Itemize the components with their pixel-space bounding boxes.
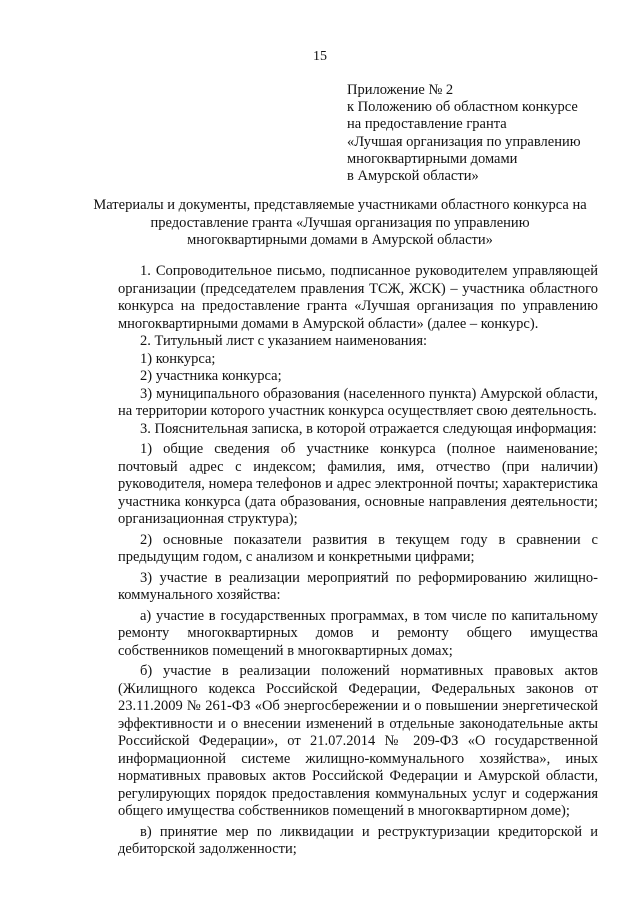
appendix-line: «Лучшая организация по управлению (347, 133, 581, 150)
paragraph: 1) конкурса; (140, 350, 216, 367)
appendix-line: к Положению об областном конкурсе (347, 99, 578, 116)
title-line: многоквартирными домами в Амурской области» (187, 232, 493, 249)
document-title (90, 197, 590, 250)
paragraph: 1) общие сведения об участнике конкурса (полное наименование; почтовый адрес с индексом; фамилия, имя, отчество (при наличии) руководителя, номера телефонов и адрес электронной почты; характеристика участника конкурса (дата образования, основные направления деятельности; организационная структура); (118, 441, 598, 527)
appendix-header (347, 82, 607, 185)
appendix-line: в Амурской области» (347, 168, 479, 185)
paragraph: 2. Титульный лист с указанием наименования: (140, 333, 428, 349)
appendix-line: многоквартирными домами (347, 150, 518, 167)
title-line: Материалы и документы, представляемые участниками областного конкурса на (93, 197, 587, 213)
paragraph: 3) участие в реализации мероприятий по реформированию жилищно-коммунального хозяйства: (118, 569, 598, 603)
paragraph: б) участие в реализации положений нормативных правовых актов (Жилищного кодекса Российской Федерации, Федеральных законов от 23.11.2009 № 261-ФЗ «Об энергосбережении и о повышении энергетической эффективности и о внесении изменений в отдельные законодательные акты Российской Федерации», от 21.07.2014 № 209-ФЗ «О государственной информационной системе жилищно-коммунального хозяйства», иных нормативных правовых актов Российской Федерации и Амурской области, регулирующих порядок предоставления коммунальных услуг и содержания общего имущества собственников помещений в многоквартирном доме); (118, 663, 598, 819)
appendix-line: на предоставление гранта (347, 116, 507, 133)
paragraph: в) принятие мер по ликвидации и реструктуризации кредиторской и дебиторской задолженности; (118, 823, 598, 857)
paragraph: а) участие в государственных программах, в том числе по капитальному ремонту многоквартирных домов и ремонту общего имущества собственников помещений в многоквартирных домах; (118, 607, 598, 659)
paragraph: 2) участника конкурса; (140, 368, 282, 384)
paragraph: 3. Пояснительная записка, в которой отражается следующая информация: (140, 420, 597, 437)
paragraph: 1. Сопроводительное письмо, подписанное руководителем управляющей организации (председателем правления ТСЖ, ЖСК) – участника областного конкурса на предоставление гранта «Лучшая организация по управлению многоквартирными домами в Амурской области» (далее – конкурс). (118, 263, 598, 332)
appendix-line: Приложение № 2 (347, 82, 454, 98)
document-body (118, 263, 598, 859)
page-number: 15 (313, 49, 327, 64)
title-line: предоставление гранта «Лучшая организация по управлению (150, 214, 530, 231)
paragraph: 3) муниципального образования (населенного пункта) Амурской области, на территории которого участник конкурса осуществляет свою деятельность. (118, 385, 598, 419)
paragraph: 2) основные показатели развития в текущем году в сравнении с предыдущим годом, с анализом и конкретными цифрами; (118, 531, 598, 565)
